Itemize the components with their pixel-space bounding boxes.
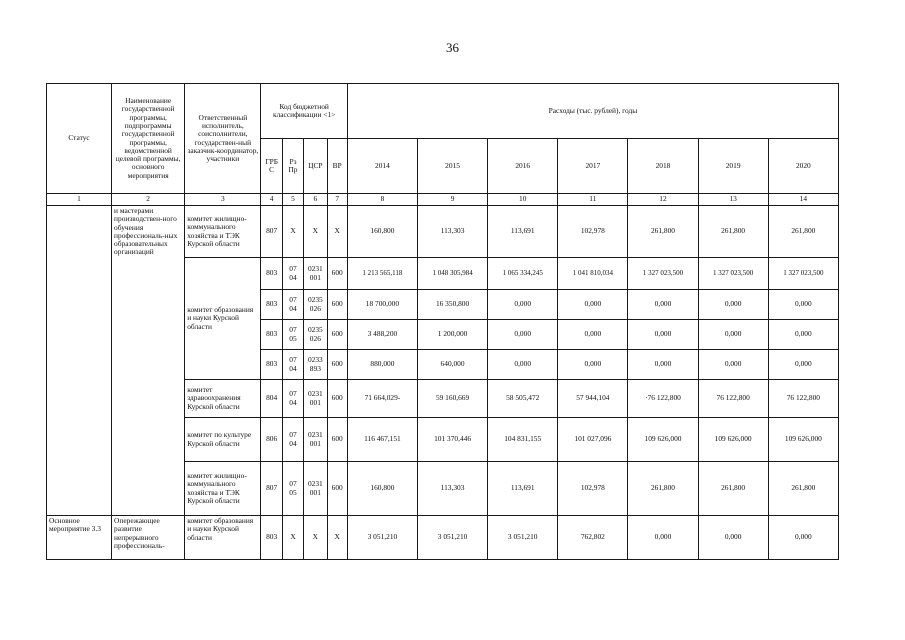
budget-table xyxy=(46,83,839,560)
header-vr: ВР xyxy=(327,139,347,194)
executor-cell: комитет жилищно-коммунального хозяйства и ТЭК Курской области xyxy=(185,206,261,258)
amount-cell: 116 467,151 xyxy=(347,418,417,462)
rzpr-cell: 07 04 xyxy=(282,258,303,290)
amount-cell: 160,800 xyxy=(347,462,417,516)
amount-cell: 1 065 334,245 xyxy=(488,258,558,290)
amount-cell: 1 048 305,984 xyxy=(418,258,488,290)
rzpr-cell: 07 05 xyxy=(282,320,303,350)
header-responsible: Ответственный исполнитель, соисполнители, государствен-ный заказчик-координатор, участники xyxy=(185,84,261,194)
amount-cell: 113,303 xyxy=(418,206,488,258)
grbs-cell: 803 xyxy=(261,290,282,320)
amount-cell: 59 160,669 xyxy=(418,380,488,418)
amount-cell: 71 664,029- xyxy=(347,380,417,418)
amount-cell: ·76 122,800 xyxy=(628,380,698,418)
amount-cell: 3 051,210 xyxy=(418,516,488,560)
amount-cell: 104 831,155 xyxy=(488,418,558,462)
executor-cell: комитет по культуре Курской области xyxy=(185,418,261,462)
rzpr-cell: Х xyxy=(282,516,303,560)
column-number: 10 xyxy=(488,194,558,206)
amount-cell: 640,000 xyxy=(418,350,488,380)
header-budget-code: Код бюджетной классификации <1> xyxy=(261,84,347,139)
amount-cell: 0,000 xyxy=(488,350,558,380)
amount-cell: 109 626,000 xyxy=(628,418,698,462)
column-number: 7 xyxy=(327,194,347,206)
header-year: 2016 xyxy=(488,139,558,194)
amount-cell: 113,691 xyxy=(488,206,558,258)
amount-cell: 101 027,096 xyxy=(558,418,628,462)
grbs-cell: 803 xyxy=(261,320,282,350)
amount-cell: 261,800 xyxy=(698,462,768,516)
amount-cell: 113,303 xyxy=(418,462,488,516)
amount-cell: 1 327 023,500 xyxy=(628,258,698,290)
amount-cell: 0,000 xyxy=(628,516,698,560)
rzpr-cell: 07 05 xyxy=(282,462,303,516)
program-name: Опережающее развитие непрерывного профессиональ- xyxy=(112,516,185,560)
csr-cell: 0235 026 xyxy=(304,320,327,350)
csr-cell: 0231 001 xyxy=(304,418,327,462)
amount-cell: 76 122,800 xyxy=(698,380,768,418)
amount-cell: 3 051,210 xyxy=(347,516,417,560)
column-number: 11 xyxy=(558,194,628,206)
amount-cell: 113,691 xyxy=(488,462,558,516)
amount-cell: 1 327 023,500 xyxy=(768,258,838,290)
column-number: 14 xyxy=(768,194,838,206)
amount-cell: 0,000 xyxy=(768,320,838,350)
column-number: 1 xyxy=(47,194,112,206)
amount-cell: 57 944,104 xyxy=(558,380,628,418)
table-row xyxy=(47,516,839,560)
grbs-cell: 803 xyxy=(261,516,282,560)
amount-cell: 0,000 xyxy=(628,290,698,320)
rzpr-cell: 07 04 xyxy=(282,418,303,462)
grbs-cell: 807 xyxy=(261,462,282,516)
amount-cell: 0,000 xyxy=(488,320,558,350)
amount-cell: 0,000 xyxy=(768,516,838,560)
amount-cell: 0,000 xyxy=(558,320,628,350)
amount-cell: 0,000 xyxy=(698,350,768,380)
header-rzpr: Рз Пр xyxy=(282,139,303,194)
amount-cell: 3 051,210 xyxy=(488,516,558,560)
amount-cell: 0,000 xyxy=(488,290,558,320)
header-status: Статус xyxy=(47,84,112,194)
amount-cell: 1 327 023,500 xyxy=(698,258,768,290)
csr-cell: 0231 001 xyxy=(304,462,327,516)
amount-cell: 109 626,000 xyxy=(768,418,838,462)
rzpr-cell: Х xyxy=(282,206,303,258)
page-number: 36 xyxy=(446,40,459,55)
column-number: 3 xyxy=(185,194,261,206)
header-year: 2020 xyxy=(768,139,838,194)
amount-cell: 0,000 xyxy=(558,290,628,320)
amount-cell: 0,000 xyxy=(628,320,698,350)
header-grbs: ГРБ С xyxy=(261,139,282,194)
amount-cell: 101 370,446 xyxy=(418,418,488,462)
column-number: 2 xyxy=(112,194,185,206)
amount-cell: 109 626,000 xyxy=(698,418,768,462)
amount-cell: 0,000 xyxy=(768,350,838,380)
csr-cell: Х xyxy=(304,206,327,258)
amount-cell: 261,800 xyxy=(628,206,698,258)
grbs-cell: 806 xyxy=(261,418,282,462)
amount-cell: 16 350,800 xyxy=(418,290,488,320)
rzpr-cell: 07 04 xyxy=(282,350,303,380)
header-expenses: Расходы (тыс. рублей), годы xyxy=(347,84,838,139)
amount-cell: 102,978 xyxy=(558,462,628,516)
amount-cell: 1 041 810,034 xyxy=(558,258,628,290)
program-name: и мастерами производствен-ного обучения профессиональ-ных образовательных организаций xyxy=(112,206,185,516)
amount-cell: 0,000 xyxy=(698,320,768,350)
amount-cell: 261,800 xyxy=(768,206,838,258)
amount-cell: 880,000 xyxy=(347,350,417,380)
vr-cell: 600 xyxy=(327,462,347,516)
amount-cell: 0,000 xyxy=(628,350,698,380)
csr-cell: 0235 026 xyxy=(304,290,327,320)
amount-cell: 1 200,000 xyxy=(418,320,488,350)
csr-cell: 0231 001 xyxy=(304,380,327,418)
header-year: 2017 xyxy=(558,139,628,194)
column-number: 13 xyxy=(698,194,768,206)
executor-cell: комитет жилищно-коммунального хозяйства и ТЭК Курской области xyxy=(185,462,261,516)
header-year: 2018 xyxy=(628,139,698,194)
amount-cell: 160,800 xyxy=(347,206,417,258)
header-name: Наименование государственной программы, подпрограммы государственной программы, ведомственной целевой программы, основного мероприятия xyxy=(112,84,185,194)
grbs-cell: 803 xyxy=(261,258,282,290)
column-number: 12 xyxy=(628,194,698,206)
grbs-cell: 803 xyxy=(261,350,282,380)
amount-cell: 261,800 xyxy=(628,462,698,516)
column-number-row xyxy=(47,194,839,206)
csr-cell: 0231 001 xyxy=(304,258,327,290)
rzpr-cell: 07 04 xyxy=(282,380,303,418)
executor-cell: комитет образования и науки Курской области xyxy=(185,258,261,380)
amount-cell: 0,000 xyxy=(698,290,768,320)
amount-cell: 18 700,000 xyxy=(347,290,417,320)
vr-cell: 600 xyxy=(327,258,347,290)
table-row xyxy=(47,206,839,258)
csr-cell: Х xyxy=(304,516,327,560)
column-number: 4 xyxy=(261,194,282,206)
amount-cell: 58 505,472 xyxy=(488,380,558,418)
amount-cell: 0,000 xyxy=(558,350,628,380)
vr-cell: 600 xyxy=(327,418,347,462)
header-year: 2019 xyxy=(698,139,768,194)
grbs-cell: 807 xyxy=(261,206,282,258)
amount-cell: 762,802 xyxy=(558,516,628,560)
amount-cell: 0,000 xyxy=(698,516,768,560)
grbs-cell: 804 xyxy=(261,380,282,418)
column-number: 6 xyxy=(304,194,327,206)
csr-cell: 0233 893 xyxy=(304,350,327,380)
vr-cell: 600 xyxy=(327,380,347,418)
vr-cell: 600 xyxy=(327,290,347,320)
vr-cell: Х xyxy=(327,516,347,560)
vr-cell: Х xyxy=(327,206,347,258)
vr-cell: 600 xyxy=(327,350,347,380)
amount-cell: 0,000 xyxy=(768,290,838,320)
column-number: 9 xyxy=(418,194,488,206)
header-year: 2015 xyxy=(418,139,488,194)
status-cell xyxy=(47,206,112,516)
vr-cell: 600 xyxy=(327,320,347,350)
executor-cell: комитет образования и науки Курской области xyxy=(185,516,261,560)
amount-cell: 76 122,800 xyxy=(768,380,838,418)
amount-cell: 102,978 xyxy=(558,206,628,258)
column-number: 8 xyxy=(347,194,417,206)
status-cell: Основное мероприятие 3.3 xyxy=(47,516,112,560)
amount-cell: 3 488,200 xyxy=(347,320,417,350)
header-row xyxy=(47,84,839,139)
executor-cell: комитет здравоохранения Курской области xyxy=(185,380,261,418)
amount-cell: 1 213 565,118 xyxy=(347,258,417,290)
column-number: 5 xyxy=(282,194,303,206)
header-year: 2014 xyxy=(347,139,417,194)
amount-cell: 261,800 xyxy=(698,206,768,258)
header-csr: ЦСР xyxy=(304,139,327,194)
rzpr-cell: 07 04 xyxy=(282,290,303,320)
amount-cell: 261,800 xyxy=(768,462,838,516)
